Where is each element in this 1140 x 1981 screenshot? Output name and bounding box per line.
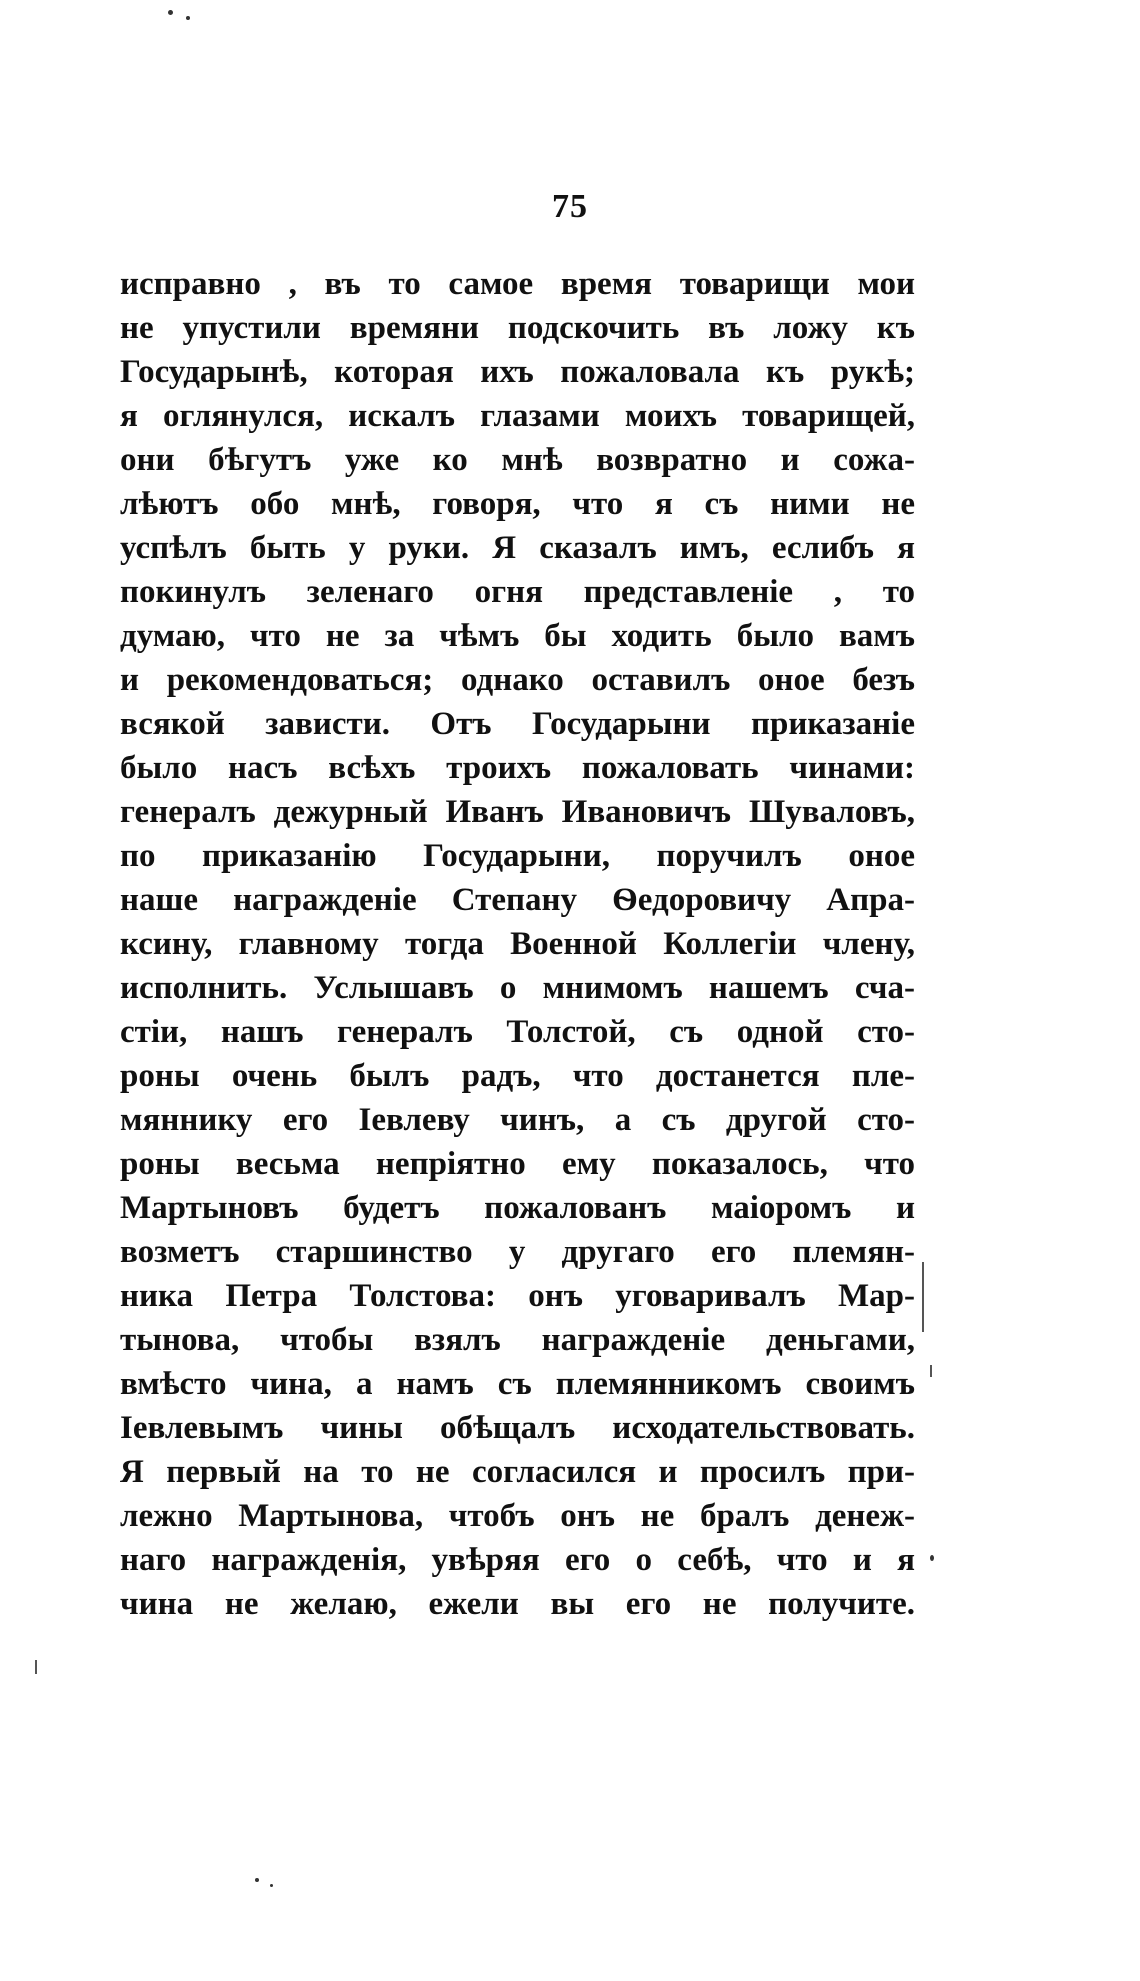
- text-line: исправно , въ то самое время товарищи мои: [120, 266, 915, 302]
- text-line: наго награжденія, увѣряя его о себѣ, что и я: [120, 1542, 915, 1578]
- text-line: Государынѣ, которая ихъ пожаловала къ рукѣ;: [120, 354, 915, 390]
- text-line: возметъ старшинство у другаго его племян-: [120, 1234, 915, 1270]
- print-speck: [168, 10, 173, 15]
- text-line: покинулъ зеленаго огня представленіе , то: [120, 574, 915, 610]
- text-line: исполнить. Услышавъ о мнимомъ нашемъ сча-: [120, 970, 915, 1006]
- text-line: ника Петра Толстова: онъ уговаривалъ Мар-: [120, 1278, 915, 1314]
- text-line: стіи, нашъ генералъ Толстой, съ одной сто-: [120, 1014, 915, 1050]
- margin-mark: [930, 1365, 932, 1377]
- text-line: вмѣсто чина, а намъ съ племянникомъ своимъ: [120, 1366, 915, 1402]
- text-line: Іевлевымъ чины обѣщалъ исходательствовать.: [120, 1410, 915, 1446]
- text-line: по приказанію Государыни, поручилъ оное: [120, 838, 915, 874]
- page-number: 75: [552, 188, 588, 225]
- print-speck: [930, 1555, 934, 1561]
- text-line: чина не желаю, ежели вы его не получите.: [120, 1586, 915, 1622]
- text-line: Мартыновъ будетъ пожалованъ маіоромъ и: [120, 1190, 915, 1226]
- margin-mark: [35, 1660, 37, 1674]
- text-line: не упустили времяни подскочить въ ложу къ: [120, 310, 915, 346]
- text-line: тынова, чтобы взялъ награжденіе деньгами,: [120, 1322, 915, 1358]
- text-line: генералъ дежурный Иванъ Ивановичъ Шуваловъ,: [120, 794, 915, 830]
- text-line: было насъ всѣхъ троихъ пожаловать чинами:: [120, 750, 915, 786]
- print-speck: [186, 16, 190, 20]
- text-line: лежно Мартынова, чтобъ онъ не бралъ денеж-: [120, 1498, 915, 1534]
- print-speck: [270, 1884, 273, 1887]
- body-text: [120, 262, 915, 1626]
- text-line: я оглянулся, искалъ глазами моихъ товарищей,: [120, 398, 915, 434]
- margin-mark: [922, 1262, 924, 1332]
- text-line: наше награжденіе Степану Ѳедоровичу Апра-: [120, 882, 915, 918]
- text-line: всякой зависти. Отъ Государыни приказаніе: [120, 706, 915, 742]
- text-line: Я первый на то не согласился и просилъ при-: [120, 1454, 915, 1490]
- text-line: они бѣгутъ уже ко мнѣ возвратно и сожа-: [120, 442, 915, 478]
- text-line: и рекомендоваться; однако оставилъ оное безъ: [120, 662, 915, 698]
- text-line: роны весьма непріятно ему показалось, что: [120, 1146, 915, 1182]
- text-line: ксину, главному тогда Военной Коллегіи члену,: [120, 926, 915, 962]
- text-line: успѣлъ быть у руки. Я сказалъ имъ, еслибъ я: [120, 530, 915, 566]
- text-line: думаю, что не за чѣмъ бы ходить было вамъ: [120, 618, 915, 654]
- print-speck: [255, 1878, 259, 1882]
- text-line: лѣютъ обо мнѣ, говоря, что я съ ними не: [120, 486, 915, 522]
- text-line: мяннику его Іевлеву чинъ, а съ другой сто-: [120, 1102, 915, 1138]
- text-line: роны очень былъ радъ, что достанется пле-: [120, 1058, 915, 1094]
